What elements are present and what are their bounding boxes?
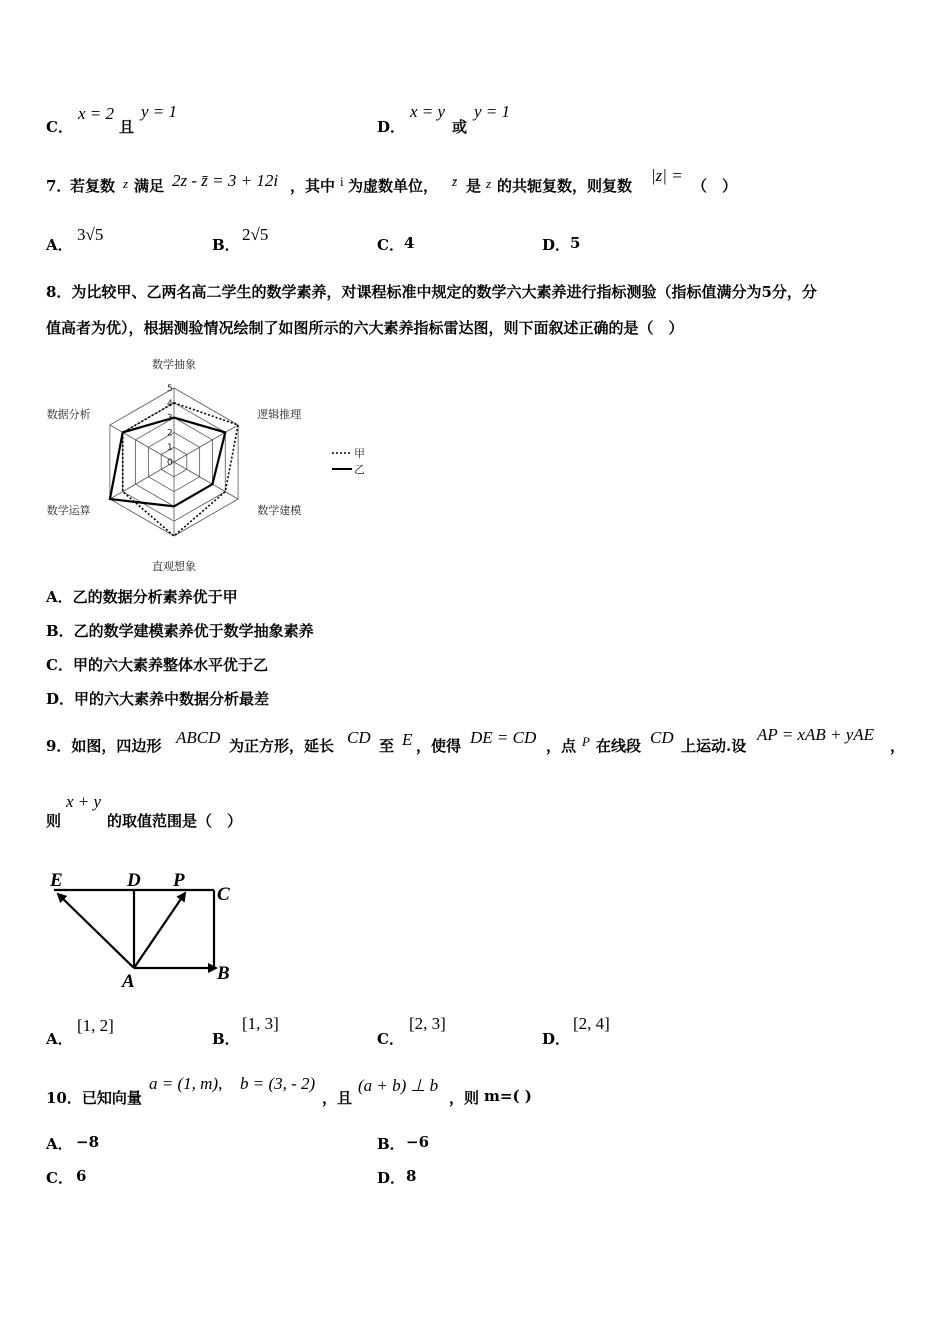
q7-option-b-value: 2√5 <box>242 225 269 244</box>
q7-text-1: 若复数 <box>70 177 116 195</box>
q10-perp: (a + b) ⊥ b <box>358 1076 439 1095</box>
q10-text-2: ，且 <box>322 1089 353 1107</box>
radar-axis-label: 直观想象 <box>152 560 196 574</box>
q9-text-4: ，使得 <box>416 737 462 755</box>
radar-spoke <box>174 462 238 499</box>
q9-then: 则 <box>46 812 62 830</box>
q10-option-c-letter: C． <box>46 1169 73 1187</box>
radar-axis-label: 数学抽象 <box>152 357 196 371</box>
q6-option-d-math2: y = 1 <box>474 102 511 121</box>
q6-option-d-letter: D． <box>377 118 406 136</box>
q6-option-c-math1: x = 2 <box>78 104 115 123</box>
square-figure <box>40 862 250 992</box>
q7-option-d-letter: D． <box>542 236 571 254</box>
q9-xy: x + y <box>66 792 102 811</box>
q7-option-b-letter: B． <box>212 236 240 254</box>
q9-option-c-value: [2, 3] <box>409 1014 446 1033</box>
radar-tick-label: 3 <box>167 413 173 424</box>
q7-text-6: 的共轭复数，则复数 <box>497 177 633 195</box>
q8-option-b: B．乙的数学建模素养优于数学抽象素养 <box>46 622 314 640</box>
q9-cd2: CD <box>650 728 674 747</box>
point-label-e: E <box>50 870 63 891</box>
q7-text-3: ，其中 <box>290 177 336 195</box>
q9-option-d-letter: D． <box>542 1030 571 1048</box>
q7-zbar: z̄ <box>452 174 458 189</box>
q9-text-5: ，点 <box>546 737 577 755</box>
q7-var-z2: z <box>486 176 492 191</box>
q9-text-7: 上运动.设 <box>681 737 747 755</box>
q6-option-d-math1: x = y <box>410 102 446 121</box>
radar-axis-label: 数据分析 <box>46 407 91 421</box>
q6-option-c-math2: y = 1 <box>141 102 178 121</box>
legend-label-jia: 甲 <box>354 447 365 460</box>
point-label-d: D <box>127 870 141 891</box>
q7-modulus: |z| = <box>651 166 683 185</box>
q9-abcd: ABCD <box>176 728 221 747</box>
radar-spoke <box>174 425 238 462</box>
point-label-p: P <box>173 870 185 891</box>
q6-option-c-letter: C． <box>46 118 73 136</box>
q10-vector-a: a = (1, m), <box>149 1074 223 1093</box>
q9-text-2: 为正方形，延长 <box>229 737 335 755</box>
q10-vector-b: b = (3, - 2) <box>240 1074 316 1093</box>
q8-option-a: A．乙的数据分析素养优于甲 <box>46 588 238 606</box>
q8-option-c: C．甲的六大素养整体水平优于乙 <box>46 656 268 674</box>
radar-chart <box>40 350 380 574</box>
q10-ask: m=( ) <box>484 1087 532 1105</box>
q7-equation: 2z - z̄ = 3 + 12i <box>172 171 279 190</box>
q9-p: P <box>582 734 590 749</box>
q9-option-a-value: [1, 2] <box>77 1016 114 1035</box>
q9-eq1: DE = CD <box>470 728 537 747</box>
radar-tick-label: 5 <box>167 384 173 394</box>
q8-stem-line-1: 8．为比较甲、乙两名高二学生的数学素养，对课程标准中规定的数学六大素养进行指标测验（指标值满分为5分，分 <box>46 283 817 301</box>
q6-option-c-conj: 且 <box>119 118 135 136</box>
point-label-b: B <box>217 963 230 984</box>
q10-option-b-value: −6 <box>406 1133 430 1151</box>
q10-option-d-value: 8 <box>406 1167 417 1185</box>
q9-cd: CD <box>347 728 371 747</box>
radar-tick-label: 0 <box>167 458 173 468</box>
point-label-a: A <box>122 971 135 992</box>
q7-number: 7． <box>46 177 72 195</box>
radar-axis-label: 逻辑推理 <box>257 407 302 421</box>
vector-ae <box>58 894 134 968</box>
q10-option-b-letter: B． <box>377 1135 405 1153</box>
q7-option-d-value: 5 <box>570 234 581 252</box>
q10-option-a-letter: A． <box>46 1135 73 1153</box>
q7-var-z: z <box>123 176 129 191</box>
q7-option-c-value: 4 <box>404 234 415 252</box>
q8-option-d: D．甲的六大素养中数据分析最差 <box>46 690 270 708</box>
vector-ap <box>134 893 185 968</box>
radar-axis-label: 数学运算 <box>46 504 91 518</box>
q7-text-2: 满足 <box>134 177 165 195</box>
radar-axis-label: 数学建模 <box>257 504 302 518</box>
q9-e: E <box>402 730 413 749</box>
radar-tick-label: 2 <box>167 428 173 439</box>
q9-text-6: 在线段 <box>596 737 642 755</box>
radar-spoke <box>110 462 174 499</box>
q7-imag-unit: i <box>340 174 344 189</box>
q9-option-b-letter: B． <box>212 1030 240 1048</box>
q10-text-1: 10．已知向量 <box>46 1089 142 1107</box>
q9-option-b-value: [1, 3] <box>242 1014 279 1033</box>
q9-eq2: AP = xAB + yAE <box>757 725 875 744</box>
legend-label-yi: 乙 <box>354 463 365 476</box>
q9-range-text: 的取值范围是（ ） <box>107 812 243 830</box>
q7-option-c-letter: C． <box>377 236 404 254</box>
q9-text-8: ， <box>890 737 906 755</box>
radar-tick-label: 4 <box>167 398 173 409</box>
q10-option-d-letter: D． <box>377 1169 406 1187</box>
radar-tick-label: 1 <box>167 443 173 454</box>
q10-text-3: ，则 <box>449 1089 480 1107</box>
q10-option-c-value: 6 <box>76 1167 87 1185</box>
radar-legend <box>332 447 365 476</box>
q9-text-3: 至 <box>379 737 395 755</box>
q7-option-a-value: 3√5 <box>77 225 104 244</box>
q9-text-1: 9．如图，四边形 <box>46 737 162 755</box>
q8-stem-line-2: 值高者为优），根据测验情况绘制了如图所示的六大素养指标雷达图，则下面叙述正确的是（ ） <box>46 319 684 337</box>
q7-text-5: 是 <box>466 177 482 195</box>
q7-option-a-letter: A． <box>46 236 73 254</box>
q7-text-4: 为虚数单位， <box>348 177 439 195</box>
q9-option-a-letter: A． <box>46 1030 73 1048</box>
q10-option-a-value: −8 <box>76 1133 100 1151</box>
point-label-c: C <box>217 884 230 905</box>
q9-option-d-value: [2, 4] <box>573 1014 610 1033</box>
q7-paren: （ ） <box>692 177 738 195</box>
q9-option-c-letter: C． <box>377 1030 404 1048</box>
q6-option-d-conj: 或 <box>452 118 468 136</box>
